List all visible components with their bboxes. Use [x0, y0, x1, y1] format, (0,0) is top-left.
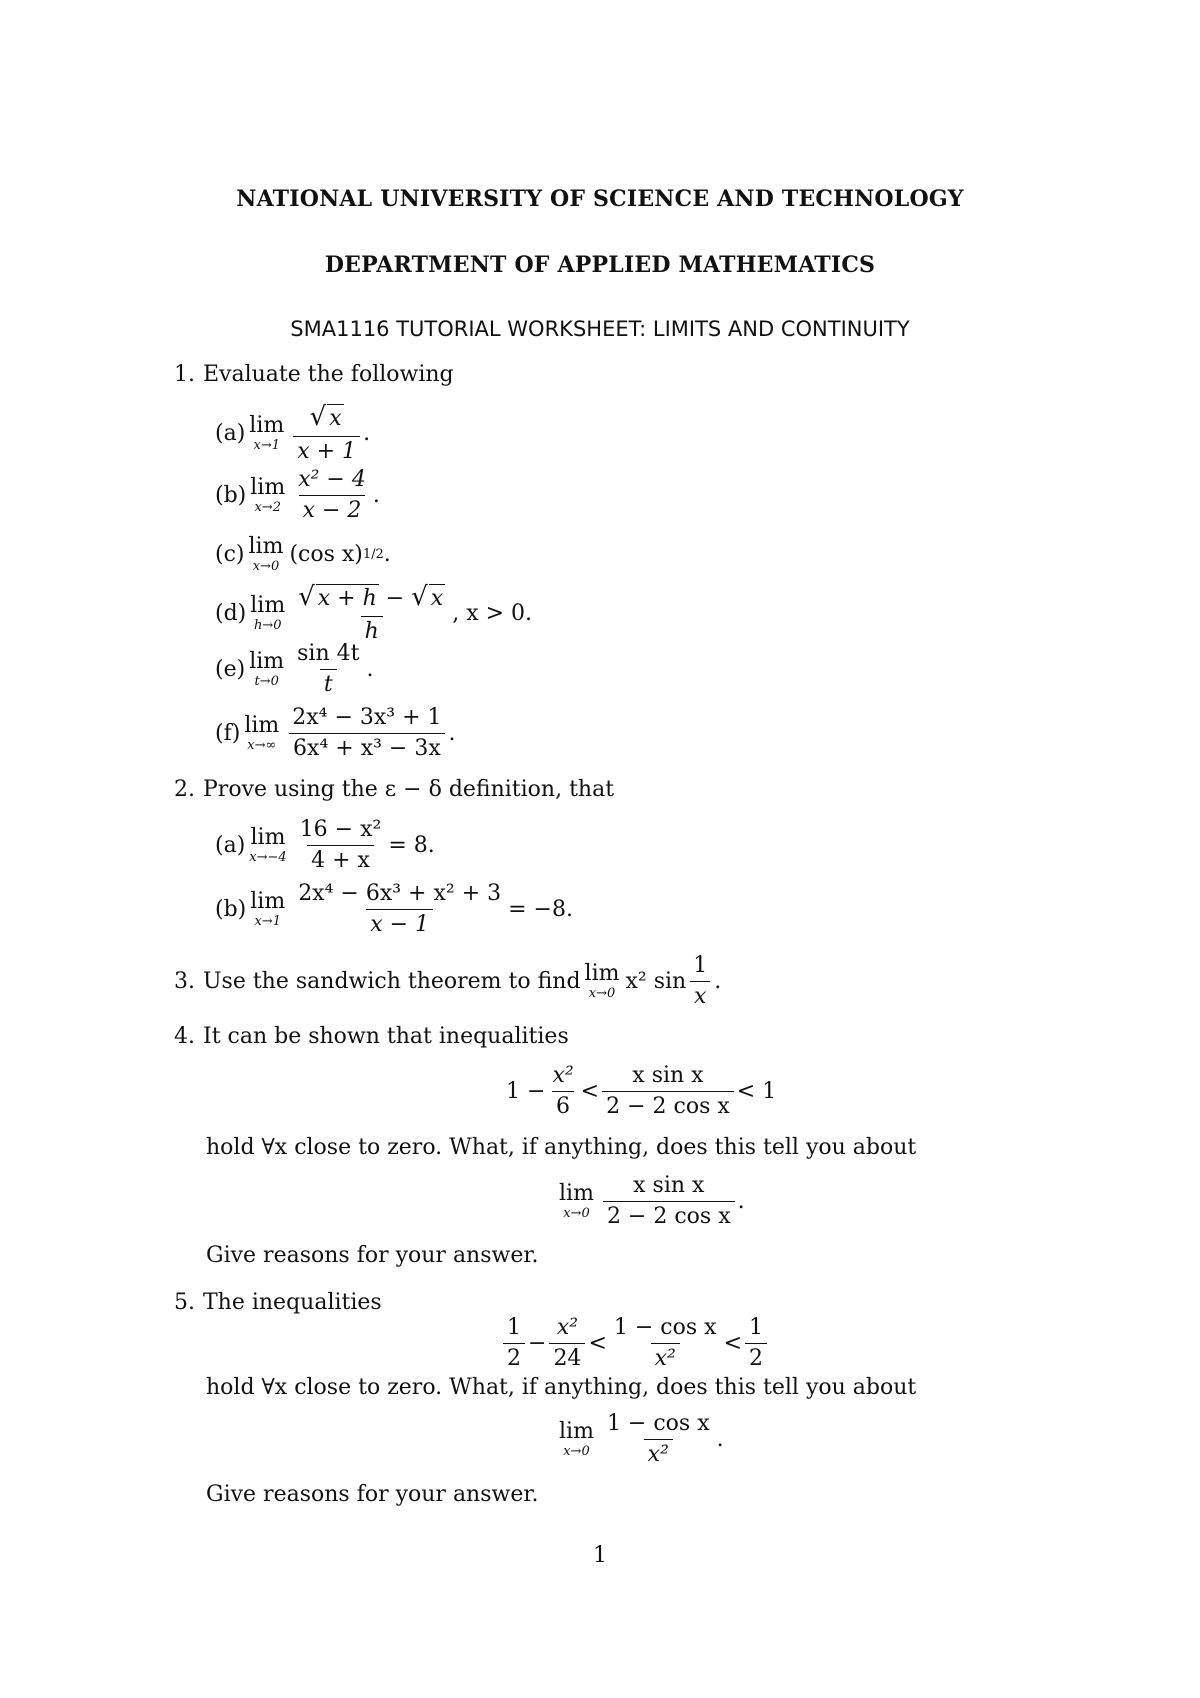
q5-reasons: Give reasons for your answer. [206, 1482, 539, 1507]
q4-hold-text: hold ∀x close to zero. What, if anything, does this tell you about [206, 1135, 917, 1160]
q1c-limit: lim x→0 [248, 534, 284, 574]
q4-heading [174, 1024, 569, 1049]
q1a-limit: lim x→1 [249, 413, 285, 454]
q3-fraction: $\frac{1}{x}$ [689, 954, 711, 1009]
q5-frac-2: $\frac{\text{1 − cos x}}{\text{x²}}$ [613, 1315, 717, 1372]
q5-limit-expression: lim x→0 $\frac{\text{1 − cos x}}{\text{x²}}$ . [559, 1411, 724, 1468]
q1e-label: (e) [215, 657, 246, 683]
q1a-fraction: √ x x + 1 [293, 404, 360, 464]
q2-number: 2. [174, 777, 195, 802]
q1f-label: (f) [215, 721, 241, 747]
q1a-label: (a) [215, 421, 246, 447]
q1e-limit: lim t→0 [249, 649, 285, 690]
q1c-item: (c) lim x→0 (cos x) 1/2 . [215, 534, 391, 574]
page-number: 1 [593, 1543, 607, 1568]
q1-text: Evaluate the following [203, 362, 454, 387]
q1c-label: (c) [215, 542, 245, 567]
q2a-item: (a) lim x→−4 $\frac{\text{16 − x²}}{4 + x}$ = 8. [215, 817, 435, 874]
q1d-item: (d) lim h→0 √ x + h − √ x h , x > 0. [215, 582, 533, 644]
q5-frac-3: $\frac{1}{2}$ [745, 1316, 767, 1371]
q1-heading [174, 362, 454, 387]
q1b-limit: lim x→2 [250, 475, 286, 516]
q3-item: 3. Use the sandwich theorem to find lim x→0 x² sin $\frac{1}{x}$ . [174, 953, 722, 1010]
university-title: NATIONAL UNIVERSITY OF SCIENCE AND TECHNOLOGY [236, 186, 964, 212]
q5-inequality: $\frac{1}{2}$ − $\frac{\text{x²}}{24}$ < $\frac{\text{1 − cos x}}{\text{x²}}$ < $\frac{1}{2}$ [500, 1316, 770, 1371]
q1d-label: (d) [215, 601, 247, 627]
q4-number: 4. [174, 1024, 195, 1049]
q2-text: Prove using the ε − δ definition, that [203, 777, 615, 802]
q4-limit-expression: lim x→0 $\frac{\text{x sin x}}{\text{2 − 2 cos x}}$ . [559, 1173, 745, 1230]
q2b-label: (b) [215, 897, 247, 923]
q4-text: It can be shown that inequalities [203, 1024, 569, 1049]
q2b-limit: lim x→1 [250, 889, 286, 930]
q4-frac-1: $\frac{\text{x²}}{6}$ [552, 1063, 574, 1120]
q2a-fraction: $\frac{\text{16 − x²}}{4 + x}$ [299, 817, 382, 874]
q2-heading [174, 777, 614, 802]
q1f-fraction: $\frac{\text{2x⁴ − 3x³ + 1}}{\text{6x⁴ + x³ − 3x}}$ [288, 706, 445, 761]
q1b-item: (b) lim x→2 $\frac{\text{x² − 4}}{x - 2}$ . [215, 467, 380, 524]
q1b-fraction: $\frac{\text{x² − 4}}{x - 2}$ [298, 467, 366, 524]
q1-number: 1. [174, 362, 195, 387]
q3-number: 3. [174, 969, 195, 995]
q5-heading [174, 1290, 382, 1315]
q2b-item: (b) lim x→1 $\frac{\text{2x⁴ − 6x³ + x² + 3}}{x - 1}$ = −8. [215, 881, 573, 938]
q5-text: The inequalities [203, 1290, 382, 1315]
q4-limit: lim x→0 [559, 1181, 594, 1222]
q4-limit-fraction: $\frac{\text{x sin x}}{\text{2 − 2 cos x}}$ [603, 1174, 735, 1229]
q5-frac-1: $\frac{\text{x²}}{24}$ [549, 1316, 585, 1371]
q1d-fraction: √ x + h − √ x h [298, 582, 444, 644]
q5-limit-fraction: $\frac{\text{1 − cos x}}{\text{x²}}$ [606, 1411, 710, 1468]
q5-limit: lim x→0 [559, 1419, 594, 1460]
q1e-fraction: $\frac{\sin 4t}{t}$ [297, 641, 360, 698]
q2b-fraction: $\frac{\text{2x⁴ − 6x³ + x² + 3}}{x - 1}$ [298, 881, 502, 938]
q3-limit: lim x→0 [584, 961, 620, 1002]
q4-frac-2: $\frac{\text{x sin x}}{\text{2 − 2 cos x}}$ [602, 1064, 734, 1119]
q5-hold-text: hold ∀x close to zero. What, if anything, does this tell you about [206, 1375, 917, 1400]
q5-number: 5. [174, 1290, 195, 1315]
q3-text: Use the sandwich theorem to find [203, 969, 581, 995]
q4-reasons: Give reasons for your answer. [206, 1243, 539, 1268]
q1b-label: (b) [215, 483, 247, 509]
q1a-item: (a) lim x→1 √ x x + 1 . [215, 402, 371, 464]
q2a-label: (a) [215, 833, 246, 859]
department-title: DEPARTMENT OF APPLIED MATHEMATICS [324, 252, 876, 278]
q2a-limit: lim x→−4 [249, 825, 287, 866]
q1d-limit: lim h→0 [250, 593, 286, 634]
q1f-limit: lim x→∞ [244, 713, 280, 754]
worksheet-title: SMA1116 TUTORIAL WORKSHEET: LIMITS AND CONTINUITY [290, 317, 910, 341]
q4-inequality: 1 − $\frac{\text{x²}}{6}$ < $\frac{\text{x sin x}}{\text{2 − 2 cos x}}$ < 1 [506, 1063, 777, 1120]
q1f-item: (f) lim x→∞ $\frac{\text{2x⁴ − 3x³ + 1}}{\text{6x⁴ + x³ − 3x}}$ . [215, 705, 456, 762]
q1e-item: (e) lim t→0 $\frac{\sin 4t}{t}$ . [215, 641, 374, 698]
q5-frac-0: $\frac{1}{2}$ [503, 1316, 525, 1371]
